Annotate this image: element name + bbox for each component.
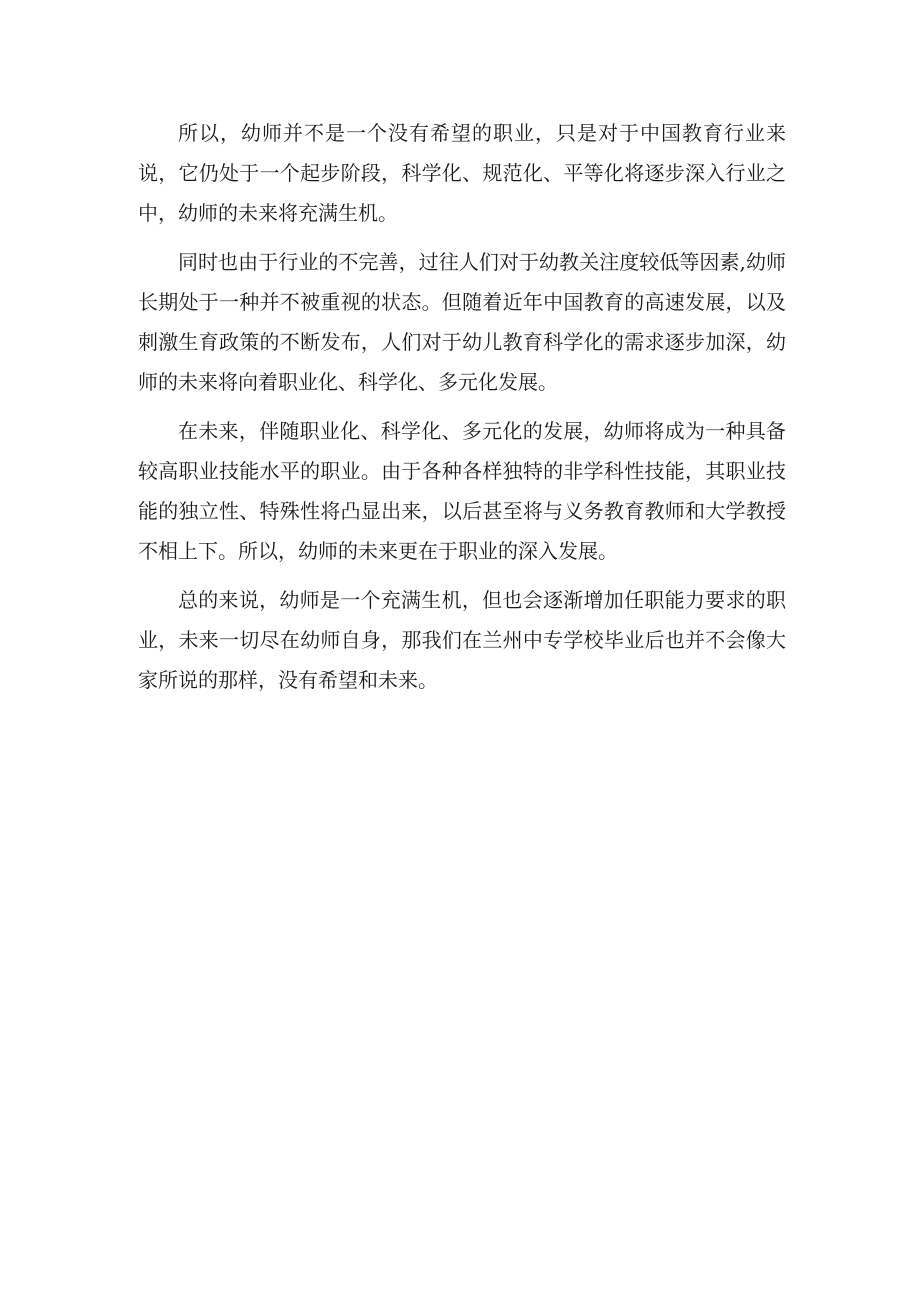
paragraph-1: 所以，幼师并不是一个没有希望的职业，只是对于中国教育行业来说，它仍处于一个起步阶段，科学化、规范化、平等化将逐步深入行业之中，幼师的未来将充满生机。: [138, 121, 786, 225]
paragraph-3: 在未来，伴随职业化、科学化、多元化的发展，幼师将成为一种具备较高职业技能水平的职业。由于各种各样独特的非学科性技能，其职业技能的独立性、特殊性将凸显出来，以后甚至将与义务教育教师和大学教授不相上下。所以，幼师的未来更在于职业的深入发展。: [138, 419, 786, 563]
document-body: [138, 113, 786, 709]
paragraph-2: 同时也由于行业的不完善，过往人们对于幼教关注度较低等因素,幼师长期处于一种并不被重视的状态。但随着近年中国教育的高速发展，以及刺激生育政策的不断发布，人们对于幼儿教育科学化的需求逐步加深，幼师的未来将向着职业化、科学化、多元化发展。: [138, 250, 786, 394]
paragraph-4: 总的来说，幼师是一个充满生机，但也会逐渐增加任职能力要求的职业，未来一切尽在幼师自身，那我们在兰州中专学校毕业后也并不会像大家所说的那样，没有希望和未来。: [138, 588, 786, 692]
